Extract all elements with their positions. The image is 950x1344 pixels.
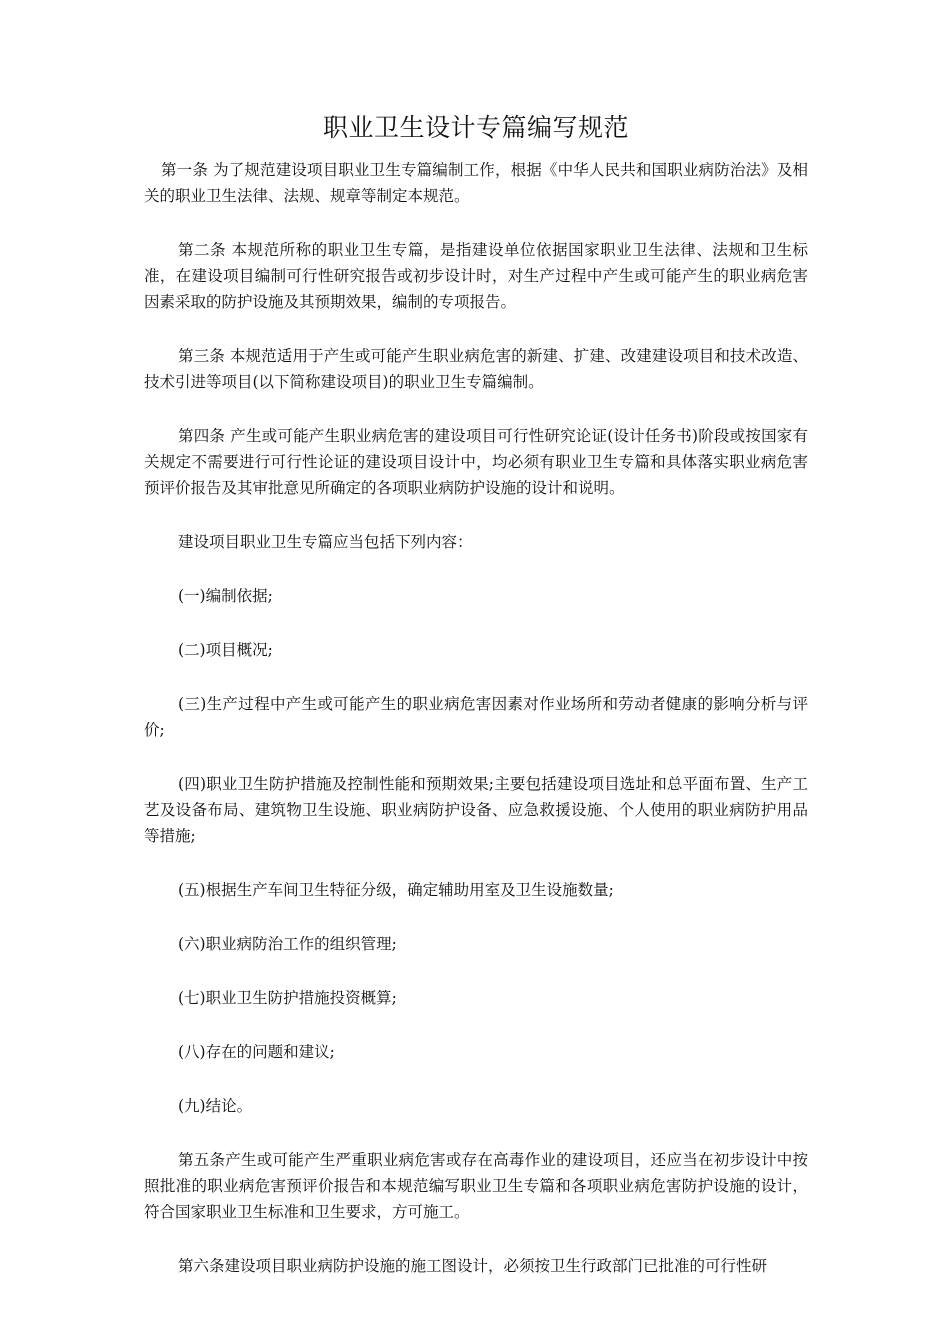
content-item-2: (二)项目概况;	[178, 641, 273, 659]
article-1: 第一条 为了规范建设项目职业卫生专篇编制工作，根据《中华人民共和国职业病防治法》及相关的职业卫生法律、法规、规章等制定本规范。	[144, 161, 808, 205]
article-4: 第四条 产生或可能产生职业病危害的建设项目可行性研究论证(设计任务书)阶段或按国家有关规定不需要进行可行性论证的建设项目设计中，均必须有职业卫生专篇和具体落实职业病危害预评价报告及其审批意见所确定的各项职业病防护设施的设计和说明。	[144, 427, 808, 497]
content-item-8: (八)存在的问题和建议;	[178, 1043, 335, 1061]
content-item-9: (九)结论。	[178, 1097, 253, 1115]
content-item-7: (七)职业卫生防护措施投资概算;	[178, 989, 397, 1007]
content-item-6: (六)职业病防治工作的组织管理;	[178, 935, 397, 953]
content-item-1: (一)编制依据;	[178, 587, 273, 605]
article-2: 第二条 本规范所称的职业卫生专篇，是指建设单位依据国家职业卫生法律、法规和卫生标准，在建设项目编制可行性研究报告或初步设计时，对生产过程中产生或可能产生的职业病危害因素采取的防护设施及其预期效果，编制的专项报告。	[144, 241, 808, 311]
content-intro: 建设项目职业卫生专篇应当包括下列内容：	[178, 533, 473, 551]
content-item-4: (四)职业卫生防护措施及控制性能和预期效果;主要包括建设项目选址和总平面布置、生产工艺及设备布局、建筑物卫生设施、职业病防护设备、应急救援设施、个人使用的职业病防护用品等措施;	[144, 775, 808, 845]
article-3: 第三条 本规范适用于产生或可能产生职业病危害的新建、扩建、改建建设项目和技术改造、技术引进等项目(以下简称建设项目)的职业卫生专篇编制。	[144, 347, 808, 391]
article-6: 第六条建设项目职业病防护设施的施工图设计，必须按卫生行政部门已批准的可行性研	[178, 1257, 768, 1275]
document-page	[144, 108, 808, 1307]
content-item-5: (五)根据生产车间卫生特征分级，确定辅助用室及卫生设施数量;	[178, 881, 614, 899]
article-5: 第五条产生或可能产生严重职业病危害或存在高毒作业的建设项目，还应当在初步设计中按照批准的职业病危害预评价报告和本规范编写职业卫生专篇和各项职业病危害防护设施的设计，符合国家职业卫生标准和卫生要求，方可施工。	[144, 1151, 808, 1221]
document-title: 职业卫生设计专篇编写规范	[322, 113, 629, 142]
content-item-3: (三)生产过程中产生或可能产生的职业病危害因素对作业场所和劳动者健康的影响分析与评价;	[144, 695, 808, 739]
